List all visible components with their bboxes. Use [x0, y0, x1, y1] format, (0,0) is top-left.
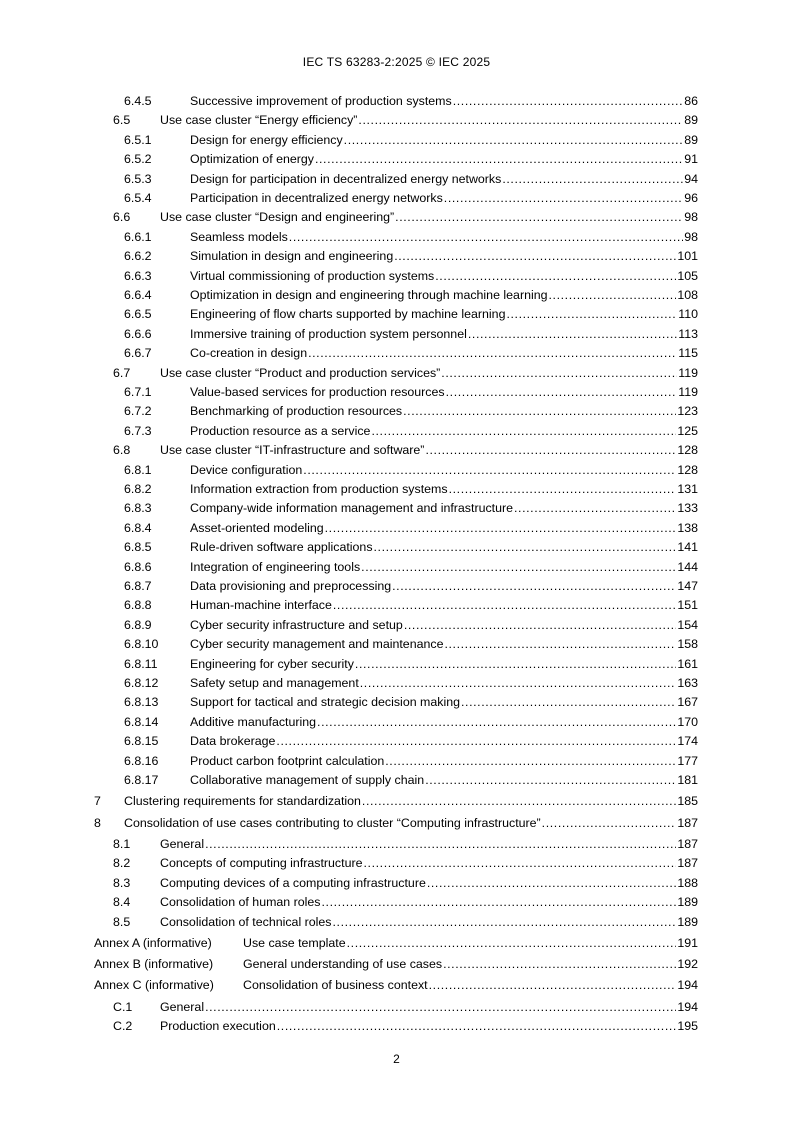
toc-entry-page: 189: [677, 895, 698, 910]
toc-entry-page: 113: [678, 326, 698, 341]
toc-entry-page: 119: [678, 385, 698, 399]
dot-leader: [344, 132, 684, 148]
toc-entry[interactable]: [0, 462, 793, 478]
dot-leader: [449, 481, 677, 497]
toc-entry-page: 187: [677, 815, 698, 830]
toc-entry-title: Data provisioning and preprocessing: [190, 579, 392, 593]
toc-entry-page: 188: [677, 875, 698, 890]
toc-entry-title: Participation in decentralized energy networks: [190, 191, 443, 205]
toc-entry-page: 163: [677, 676, 698, 690]
toc-entry-page: 101: [677, 249, 698, 264]
toc-entry-number: 6.6: [113, 210, 131, 225]
toc-entry-page: 125: [677, 423, 698, 438]
toc-entry-number: 6.8.3: [124, 501, 152, 516]
toc-entry-number: 6.5.3: [124, 171, 152, 186]
toc-entry-page: 141: [677, 540, 698, 555]
toc-entry-page: 195: [677, 1019, 698, 1034]
toc-entry[interactable]: [0, 753, 793, 769]
toc-entry[interactable]: [0, 326, 793, 342]
toc-entry-title: Simulation in design and engineering: [190, 249, 394, 264]
toc-entry-title: Information extraction from production systems: [190, 482, 448, 496]
dot-leader: [317, 714, 676, 730]
toc-entry[interactable]: [0, 229, 793, 245]
toc-entry-title: Collaborative management of supply chain: [190, 773, 425, 787]
toc-entry-number: 6.8.16: [124, 753, 159, 768]
dot-leader: [395, 209, 683, 225]
toc-entry[interactable]: [0, 365, 793, 381]
dot-leader: [392, 578, 676, 594]
toc-entry[interactable]: [0, 132, 793, 148]
dot-leader: [363, 855, 676, 871]
toc-entry[interactable]: [0, 384, 793, 400]
toc-entry-page: 167: [677, 695, 698, 710]
dot-leader: [468, 326, 677, 342]
toc-entry[interactable]: [0, 977, 793, 993]
toc-entry-title: Cyber security management and maintenance: [190, 637, 444, 652]
toc-entry-title: Consolidation of human roles: [160, 895, 321, 910]
toc-entry[interactable]: [0, 151, 793, 167]
toc-entry-number: 6.6.7: [124, 346, 152, 361]
toc-entry-number: Annex C (informative): [94, 978, 214, 993]
toc-entry-page: 110: [678, 307, 698, 322]
dot-leader: [333, 914, 677, 930]
toc-entry-title: Additive manufacturing: [190, 714, 317, 729]
toc-entry[interactable]: [0, 617, 793, 633]
toc-entry-title: Co-creation in design: [190, 346, 308, 361]
dot-leader: [446, 384, 678, 400]
toc-entry-page: 187: [677, 836, 698, 851]
toc-entry-title: Company-wide information management and infrastructure: [190, 501, 514, 516]
dot-leader: [205, 836, 676, 852]
document-header: IEC TS 63283-2:2025 © IEC 2025: [302, 55, 491, 69]
toc-entry-number: Annex B (informative): [94, 957, 214, 972]
toc-entry[interactable]: [0, 403, 793, 419]
toc-entry[interactable]: [0, 171, 793, 187]
toc-entry-title: Safety setup and management: [190, 676, 359, 690]
toc-entry-page: 96: [684, 191, 698, 205]
toc-entry-page: 154: [677, 617, 698, 632]
toc-entry-number: C.2: [113, 1019, 133, 1034]
toc-entry-title: Clustering requirements for standardization: [124, 794, 361, 809]
toc-entry-number: 6.8.14: [124, 714, 159, 729]
dot-leader: [394, 248, 676, 264]
toc-entry-title: Integration of engineering tools: [190, 559, 361, 574]
toc-entry-title: Use case cluster “Product and production services”: [160, 365, 441, 380]
toc-entry-page: 192: [677, 957, 698, 972]
toc-entry-title: Production execution: [160, 1019, 276, 1034]
toc-entry-number: Annex A (informative): [94, 935, 212, 950]
toc-entry[interactable]: [0, 287, 793, 303]
toc-entry-page: 89: [684, 113, 698, 128]
toc-entry[interactable]: [0, 875, 793, 891]
toc-entry[interactable]: [0, 772, 793, 788]
toc-entry-title: General: [160, 999, 205, 1014]
toc-entry-number: 8.3: [113, 875, 131, 890]
dot-leader: [360, 675, 677, 691]
toc-entry-title: Use case cluster “IT-infrastructure and software”: [160, 443, 425, 458]
toc-entry-number: 6.6.4: [124, 288, 152, 302]
toc-entry-number: 6.8.7: [124, 579, 152, 593]
toc-entry-number: 6.8.4: [124, 520, 152, 535]
toc-entry-page: 105: [677, 268, 698, 283]
toc-entry[interactable]: [0, 793, 793, 809]
dot-leader: [453, 93, 684, 109]
toc-entry-number: 6.6.2: [124, 249, 152, 264]
toc-entry-number: 6.6.6: [124, 326, 152, 341]
toc-entry-number: 8.5: [113, 914, 131, 929]
toc-entry-page: 181: [677, 773, 698, 787]
toc-entry-page: 144: [677, 559, 698, 574]
toc-entry[interactable]: [0, 112, 793, 128]
toc-entry-number: 6.5.2: [124, 152, 152, 167]
toc-entry-page: 185: [677, 794, 698, 809]
dot-leader: [371, 423, 676, 439]
toc-entry[interactable]: [0, 93, 793, 109]
toc-entry[interactable]: [0, 190, 793, 206]
dot-leader: [502, 171, 683, 187]
toc-entry[interactable]: [0, 578, 793, 594]
toc-entry-title: Data brokerage: [190, 734, 276, 749]
toc-entry[interactable]: [0, 815, 793, 831]
page-number: 2: [393, 1052, 400, 1066]
toc-entry[interactable]: [0, 636, 793, 652]
toc-entry-title: Value-based services for production resources: [190, 385, 445, 399]
toc-entry-page: 115: [678, 346, 698, 361]
dot-leader: [355, 656, 676, 672]
toc-entry[interactable]: [0, 956, 793, 972]
toc-entry-page: 131: [677, 482, 698, 496]
toc-entry[interactable]: [0, 500, 793, 516]
toc-entry-number: 6.6.1: [124, 229, 152, 244]
toc-entry-number: 6.8.1: [124, 462, 152, 477]
dot-leader: [403, 403, 676, 419]
toc-entry-number: 6.8.5: [124, 540, 152, 555]
toc-entry-page: 194: [677, 978, 698, 993]
toc-entry-number: 6.6.5: [124, 307, 152, 322]
dot-leader: [542, 815, 677, 831]
dot-leader: [444, 636, 676, 652]
toc-entry[interactable]: [0, 914, 793, 930]
dot-leader: [347, 935, 677, 951]
toc-entry[interactable]: [0, 836, 793, 852]
toc-entry-title: Use case cluster “Design and engineering”: [160, 210, 395, 225]
dot-leader: [427, 875, 676, 891]
toc-entry-page: 191: [677, 935, 698, 950]
toc-entry-page: 177: [677, 753, 698, 768]
dot-leader: [444, 190, 683, 206]
toc-entry-title: Support for tactical and strategic decision making: [190, 695, 460, 710]
toc-entry-number: 6.8.10: [124, 637, 159, 652]
dot-leader: [441, 365, 677, 381]
toc-entry[interactable]: [0, 539, 793, 555]
toc-entry-number: 6.8.2: [124, 482, 152, 496]
dot-leader: [303, 462, 676, 478]
toc-entry-number: 6.7: [113, 365, 131, 380]
toc-entry-title: Engineering of flow charts supported by machine learning: [190, 307, 506, 322]
toc-entry-page: 174: [677, 734, 698, 749]
toc-entry[interactable]: [0, 520, 793, 536]
toc-entry-number: 6.7.2: [124, 404, 152, 419]
toc-entry-number: 6.8.17: [124, 773, 159, 787]
toc-entry-title: Seamless models: [190, 229, 288, 244]
toc-entry-number: 8.2: [113, 856, 131, 871]
toc-entry[interactable]: [0, 1018, 793, 1034]
toc-entry-title: Engineering for cyber security: [190, 656, 354, 671]
dot-leader: [435, 268, 676, 284]
toc-entry-title: Production resource as a service: [190, 423, 371, 438]
toc-entry-number: 8.1: [113, 836, 131, 851]
toc-entry[interactable]: [0, 999, 793, 1015]
dot-leader: [514, 500, 676, 516]
toc-entry-number: 6.8.11: [124, 656, 158, 671]
toc-entry[interactable]: [0, 733, 793, 749]
toc-entry-number: 6.8.8: [124, 598, 152, 613]
toc-entry[interactable]: [0, 656, 793, 672]
toc-entry-number: 6.8.15: [124, 734, 159, 749]
toc-entry-title: Product carbon footprint calculation: [190, 753, 385, 768]
toc-entry[interactable]: [0, 268, 793, 284]
toc-entry-number: 6.6.3: [124, 268, 152, 283]
toc-entry-title: Concepts of computing infrastructure: [160, 856, 363, 871]
toc-entry[interactable]: [0, 209, 793, 225]
toc-entry-title: Asset-oriented modeling: [190, 520, 324, 535]
toc-entry-title: Design for energy efficiency: [190, 132, 343, 147]
toc-entry-page: 138: [677, 520, 698, 535]
toc-entry-title: Rule-driven software applications: [190, 540, 373, 555]
toc-entry-title: Device configuration: [190, 462, 303, 477]
toc-entry-title: Use case template: [243, 935, 346, 950]
toc-entry[interactable]: [0, 559, 793, 575]
toc-entry[interactable]: [0, 597, 793, 613]
dot-leader: [276, 733, 676, 749]
toc-entry-page: 98: [684, 210, 698, 225]
dot-leader: [362, 793, 676, 809]
toc-entry-number: 8.4: [113, 895, 131, 910]
dot-leader: [404, 617, 677, 633]
toc-entry[interactable]: [0, 694, 793, 710]
toc-entry-page: 158: [677, 637, 698, 652]
toc-entry-page: 170: [677, 714, 698, 729]
dot-leader: [358, 112, 683, 128]
toc-entry-page: 189: [677, 914, 698, 929]
toc-entry-page: 161: [677, 656, 698, 671]
toc-entry-page: 151: [677, 598, 698, 613]
toc-entry-number: 6.8: [113, 443, 131, 458]
toc-entry[interactable]: [0, 935, 793, 951]
dot-leader: [325, 520, 677, 536]
toc-entry-title: Cyber security infrastructure and setup: [190, 617, 403, 632]
toc-entry-page: 147: [677, 579, 698, 593]
toc-entry-title: Computing devices of a computing infrastructure: [160, 875, 426, 890]
dot-leader: [385, 753, 676, 769]
dot-leader: [506, 306, 677, 322]
toc-entry-page: 98: [684, 229, 698, 244]
toc-entry-title: General: [160, 836, 205, 851]
dot-leader: [315, 151, 683, 167]
toc-entry[interactable]: [0, 675, 793, 691]
toc-entry-number: C.1: [113, 999, 133, 1014]
dot-leader: [205, 999, 676, 1015]
toc-entry-title: Optimization of energy: [190, 152, 314, 167]
dot-leader: [289, 229, 683, 245]
dot-leader: [322, 894, 677, 910]
toc-entry-number: 6.4.5: [124, 94, 152, 108]
toc-entry-title: Design for participation in decentralized energy networks: [190, 171, 502, 186]
toc-entry-page: 108: [677, 288, 698, 302]
toc-entry-number: 6.7.3: [124, 423, 152, 438]
toc-entry-number: 8: [94, 815, 101, 830]
toc-entry-number: 6.7.1: [124, 385, 152, 399]
toc-entry-number: 6.8.9: [124, 617, 152, 632]
toc-entry-title: Optimization in design and engineering through machine learning: [190, 288, 548, 302]
dot-leader: [461, 694, 676, 710]
dot-leader: [277, 1018, 677, 1034]
toc-entry[interactable]: [0, 442, 793, 458]
toc-entry-title: Immersive training of production system personnel: [190, 326, 467, 341]
toc-entry-title: Consolidation of use cases contributing to cluster “Computing infrastructure”: [124, 815, 541, 830]
toc-entry-page: 128: [677, 443, 698, 458]
toc-entry-page: 123: [677, 404, 698, 419]
toc-entry-title: Successive improvement of production systems: [190, 94, 452, 108]
toc-entry-title: Use case cluster “Energy efficiency”: [160, 113, 358, 128]
toc-entry[interactable]: [0, 894, 793, 910]
dot-leader: [374, 539, 677, 555]
toc-entry-title: Benchmarking of production resources: [190, 404, 403, 419]
dot-leader: [425, 772, 676, 788]
toc-entry-page: 91: [684, 152, 698, 167]
toc-entry[interactable]: [0, 714, 793, 730]
toc-entry-page: 133: [677, 501, 698, 516]
toc-entry[interactable]: [0, 248, 793, 264]
toc-entry-page: 119: [678, 365, 698, 380]
toc-entry-page: 86: [684, 94, 698, 108]
toc-entry-title: Human-machine interface: [190, 598, 332, 613]
toc-entry[interactable]: [0, 345, 793, 361]
dot-leader: [443, 956, 676, 972]
toc-entry-page: 128: [677, 462, 698, 477]
toc-entry-page: 89: [684, 132, 698, 147]
toc-entry-title: General understanding of use cases: [243, 957, 443, 972]
toc-entry-number: 6.5: [113, 113, 131, 128]
dot-leader: [361, 559, 676, 575]
toc-entry-title: Consolidation of technical roles: [160, 914, 332, 929]
toc-entry-number: 6.5.1: [124, 132, 152, 147]
toc-entry-number: 6.8.13: [124, 695, 159, 710]
toc-entry-page: 94: [684, 171, 698, 186]
toc-entry-title: Virtual commissioning of production systems: [190, 268, 435, 283]
toc-entry-number: 6.8.6: [124, 559, 152, 574]
toc-entry-title: Consolidation of business context: [243, 978, 428, 993]
dot-leader: [333, 597, 676, 613]
toc-entry-number: 6.5.4: [124, 191, 152, 205]
toc-entry[interactable]: [0, 306, 793, 322]
toc-entry-number: 6.8.12: [124, 676, 159, 690]
dot-leader: [549, 287, 677, 303]
toc-entry-page: 194: [677, 999, 698, 1014]
dot-leader: [425, 442, 676, 458]
toc-entry-page: 187: [677, 856, 698, 871]
toc-entry[interactable]: [0, 855, 793, 871]
toc-entry[interactable]: [0, 423, 793, 439]
toc-entry-number: 7: [94, 794, 101, 809]
toc-entry[interactable]: [0, 481, 793, 497]
dot-leader: [429, 977, 677, 993]
dot-leader: [308, 345, 677, 361]
